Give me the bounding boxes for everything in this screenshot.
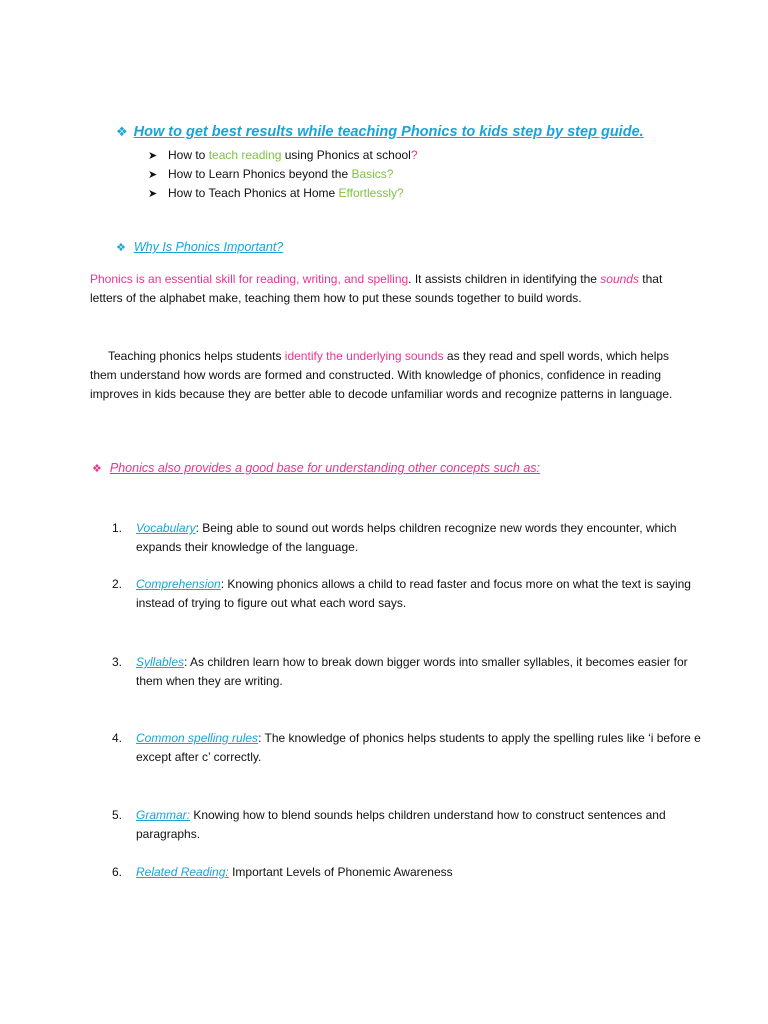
list-item — [112, 575, 702, 613]
why-phonics-heading — [116, 240, 283, 254]
term-link-comprehension[interactable]: Comprehension — [136, 577, 221, 591]
phonics-base-title: Phonics also provides a good base for understanding other concepts such as: — [109, 461, 541, 475]
list-number: 6. — [112, 865, 123, 879]
why-phonics-title: Why Is Phonics Important? — [133, 240, 284, 254]
subitem-accent: Basics? — [351, 167, 394, 181]
list-text: Being able to sound out words helps children recognize new words they encounter, which expands their knowledge of the language. — [136, 521, 677, 554]
list-sep: : — [184, 655, 188, 669]
subitem-accent: Effortlessly? — [338, 186, 404, 200]
main-heading — [116, 124, 644, 140]
subitem-text: How to Learn Phonics beyond the — [168, 167, 352, 181]
arrow-bullet-icon: ➤ — [148, 187, 158, 200]
teaching-text: Teaching phonics helps students — [108, 349, 285, 363]
list-number: 3. — [112, 655, 123, 669]
list-text: The knowledge of phonics helps students to apply the spelling rules like ‘i before e except after c’ correctly. — [136, 731, 701, 764]
subitem-2 — [148, 167, 393, 181]
term-link-syllables[interactable]: Syllables — [136, 655, 185, 669]
diamond-bullet-icon: ❖ — [116, 241, 126, 254]
list-number: 2. — [112, 577, 123, 591]
paragraph-intro — [90, 270, 690, 308]
list-item — [112, 806, 702, 844]
list-item — [112, 653, 702, 691]
list-number: 1. — [112, 521, 123, 535]
subitem-3 — [148, 186, 404, 200]
subitem-text: How to Teach Phonics at Home — [168, 186, 339, 200]
diamond-bullet-icon: ❖ — [92, 462, 102, 475]
list-text: As children learn how to break down bigger words into smaller syllables, it becomes easier for them when they are writing. — [136, 655, 688, 688]
arrow-bullet-icon: ➤ — [148, 149, 158, 162]
diamond-bullet-icon: ❖ — [116, 125, 128, 140]
teaching-text-rest: as they read and spell words, which helps them understand how words are formed and constructed. With knowledge of phonics, confidence in reading improves in kids because they are better able to decode unfamiliar words and recognize patterns in language. — [90, 349, 673, 401]
subitem-1 — [148, 148, 418, 162]
subitem-accent: teach reading — [208, 148, 282, 162]
subitem-question-mark: ? — [410, 148, 418, 162]
list-text: Important Levels of Phonemic Awareness — [228, 865, 453, 879]
subitem-text-mid: using Phonics at school — [281, 148, 411, 162]
list-sep: : — [258, 731, 262, 745]
list-text: Knowing phonics allows a child to read faster and focus more on what the text is saying instead of trying to figure out what each word says. — [136, 577, 691, 610]
list-number: 4. — [112, 731, 123, 745]
list-sep: : — [195, 521, 199, 535]
main-heading-text: How to get best results while teaching Phonics to kids step by step guide. — [133, 124, 644, 140]
phonics-base-heading — [92, 461, 540, 475]
subitem-text: How to — [168, 148, 209, 162]
intro-highlight: Phonics is an essential skill for reading, writing, and spelling — [90, 272, 409, 286]
intro-text: . It assists children in identifying the — [408, 272, 601, 286]
term-link-related-reading[interactable]: Related Reading: — [136, 865, 229, 879]
term-link-spelling-rules[interactable]: Common spelling rules — [136, 731, 259, 745]
term-link-grammar[interactable]: Grammar: — [136, 808, 190, 822]
list-number: 5. — [112, 808, 123, 822]
list-sep: : — [220, 577, 225, 591]
list-text: Knowing how to blend sounds helps children understand how to construct sentences and paragraphs. — [136, 808, 666, 841]
teaching-highlight: identify the underlying sounds — [284, 349, 444, 363]
list-item — [112, 519, 702, 557]
intro-text-rest: that letters of the alphabet make, teaching them how to put these sounds together to build words. — [90, 272, 663, 305]
list-item — [112, 863, 702, 882]
term-link-vocabulary[interactable]: Vocabulary — [136, 521, 196, 535]
arrow-bullet-icon: ➤ — [148, 168, 158, 181]
intro-italic: sounds — [600, 272, 639, 286]
list-item — [112, 729, 702, 767]
paragraph-teaching — [90, 347, 690, 404]
